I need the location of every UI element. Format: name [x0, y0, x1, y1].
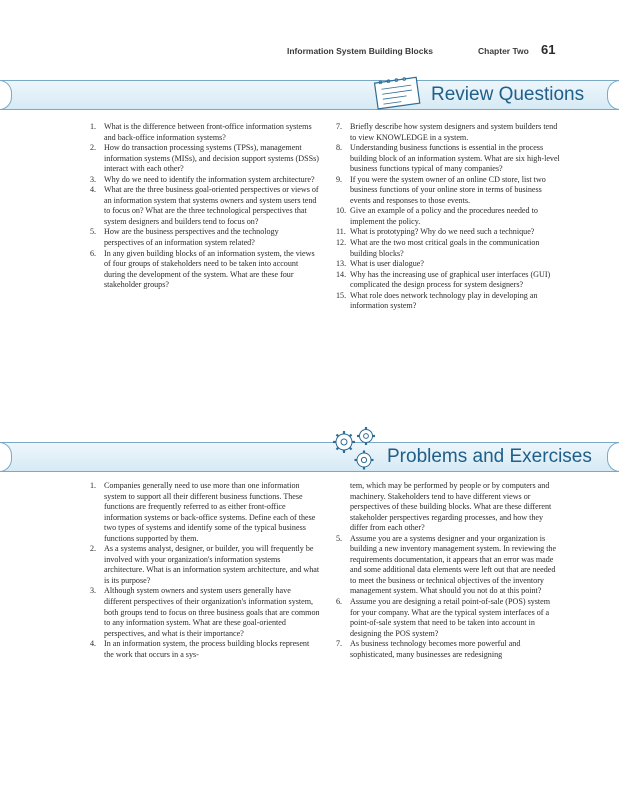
running-header: [0, 42, 619, 62]
item-number: 11.: [336, 227, 346, 237]
item-text: What is prototyping? Why do we need such a technique?: [350, 227, 535, 237]
item-number: 9.: [336, 174, 343, 184]
item-number: 12.: [336, 238, 347, 248]
item-number: 7.: [336, 122, 343, 131]
list-item: [90, 122, 320, 143]
list-item: [336, 639, 560, 660]
item-text: What are the two most critical goals in the communication building blocks?: [350, 238, 540, 258]
item-number: 10.: [336, 206, 347, 216]
list-item: [90, 586, 320, 639]
banner-left-cap: [0, 442, 12, 472]
item-number: 5.: [90, 227, 97, 237]
item-number: 14.: [336, 269, 347, 279]
list-item: [336, 481, 560, 534]
problems-list-right: [336, 481, 560, 660]
gears-icon: [326, 424, 388, 472]
list-item: [336, 270, 560, 291]
page-number: 61: [541, 42, 556, 57]
item-text: What is the difference between front-office information systems and back-office information systems?: [104, 122, 312, 142]
item-number: 1.: [90, 481, 97, 490]
item-text: Briefly describe how system designers and system builders tend to view KNOWLEDGE in a system.: [350, 122, 558, 142]
item-text: As a systems analyst, designer, or builder, you will frequently be involved with your organization's information systems architecture. What is an information system architecture, and what is its purpose?: [104, 544, 320, 585]
notepad-icon: [370, 72, 426, 112]
review-questions-title: Review Questions: [431, 84, 585, 105]
list-item: [336, 238, 560, 259]
list-item: [336, 206, 560, 227]
problems-exercises-left-column: [90, 481, 320, 660]
running-header-chapter: Chapter Two: [478, 46, 529, 56]
list-item: [90, 175, 320, 186]
review-questions-list-left: [90, 122, 320, 291]
item-number: 5.: [336, 533, 343, 543]
item-text: Although system owners and system users generally have different perspectives of their organization's information system, both groups tend to focus on three business goals that are common to any information system. What are these goal-oriented perspectives, and what is their importance?: [104, 586, 320, 638]
item-number: 8.: [336, 143, 343, 153]
banner-left-cap: [0, 80, 12, 110]
item-text: tem, which may be performed by people or by computers and machinery. Stakeholders tend to have different views or perspectives of these building blocks. What are these different stakeholder perspectives regarding processes, and how they differ from each other?: [350, 481, 552, 533]
list-item: [336, 227, 560, 238]
running-header-title: Information System Building Blocks: [287, 46, 433, 56]
item-text: How do transaction processing systems (TPSs), management information systems (MISs), and decision support systems (DSSs) interact with each other?: [104, 143, 319, 174]
list-item: [336, 259, 560, 270]
banner-right-cap: [607, 80, 619, 110]
item-text: Assume you are designing a retail point-of-sale (POS) system for your company. What are the typical system interfaces of a point-of-sale system that need to be taken into account in designing the POS system?: [350, 597, 551, 638]
list-item: [90, 249, 320, 291]
list-item: [90, 544, 320, 586]
item-number: 3.: [90, 586, 97, 596]
item-number: 4.: [90, 639, 97, 649]
list-item: [336, 534, 560, 597]
item-text: In any given building blocks of an information system, the views of four groups of stakeholders need to be taken into account during the development of the system. What are these four stakeholder groups?: [104, 248, 315, 290]
item-text: Companies generally need to use more than one information system to support all their different business functions. These functions are frequently referred to as either front-office information systems or back-office systems. Define each of these two types of systems and identify some of the typical business functions supported by them.: [104, 481, 316, 543]
review-questions-right-column: [336, 122, 560, 312]
item-number: 13.: [336, 259, 347, 269]
item-number: 2.: [90, 544, 97, 554]
list-item: [336, 122, 560, 143]
item-number: 15.: [336, 290, 347, 300]
problems-list-left: [90, 481, 320, 660]
list-item: [336, 143, 560, 175]
item-text: As business technology becomes more powerful and sophisticated, many businesses are redesigning: [350, 639, 521, 659]
item-text: In an information system, the process building blocks represent the work that occurs in a sys-: [104, 639, 310, 659]
item-text: Why has the increasing use of graphical user interfaces (GUI) complicated the design process for system designers?: [350, 269, 551, 290]
item-text: If you were the system owner of an online CD store, list two business functions of your online store in terms of business events and responses to those events.: [350, 174, 546, 205]
banner-right-cap: [607, 442, 619, 472]
list-item: [336, 597, 560, 639]
list-item: [90, 481, 320, 544]
item-number: 6.: [336, 597, 343, 607]
item-text: Assume you are a systems designer and your organization is building a new inventory management system. In reviewing the requirements documentation, it appears that an error was made and some additional data elements were left out that are needed to meet the business or technical objectives of the inventory management system. What should you not do at this point?: [350, 533, 557, 596]
item-text: How are the business perspectives and the technology perspectives of an information system related?: [104, 227, 279, 248]
list-item: [90, 639, 320, 660]
item-number: 1.: [90, 122, 97, 131]
item-number: 2.: [90, 143, 97, 153]
review-questions-list-right: [336, 122, 560, 312]
item-number: 7.: [336, 639, 343, 649]
item-number: 3.: [90, 174, 97, 184]
item-number: 4.: [90, 185, 97, 195]
item-number: 6.: [90, 248, 97, 258]
item-text: Understanding business functions is essential in the process building block of an information system. What are six high-level business functions typical of many companies?: [350, 143, 560, 174]
item-text: What role does network technology play in developing an information system?: [350, 290, 538, 311]
list-item: [336, 175, 560, 207]
problems-exercises-title: Problems and Exercises: [387, 446, 592, 467]
item-text: What are the three business goal-oriented perspectives or views of an information system that systems owners and system users tend to focus on? What are the three technological perspectives that system designers and builders tend to focus on?: [104, 185, 319, 226]
item-text: Why do we need to identify the information system architecture?: [104, 174, 315, 184]
item-text: What is user dialogue?: [350, 259, 424, 269]
list-item: [90, 185, 320, 227]
list-item: [90, 143, 320, 175]
item-text: Give an example of a policy and the procedures needed to implement the policy.: [350, 206, 538, 226]
list-item: [336, 291, 560, 312]
review-questions-left-column: [90, 122, 320, 291]
list-item: [90, 227, 320, 248]
problems-exercises-right-column: [336, 481, 560, 660]
